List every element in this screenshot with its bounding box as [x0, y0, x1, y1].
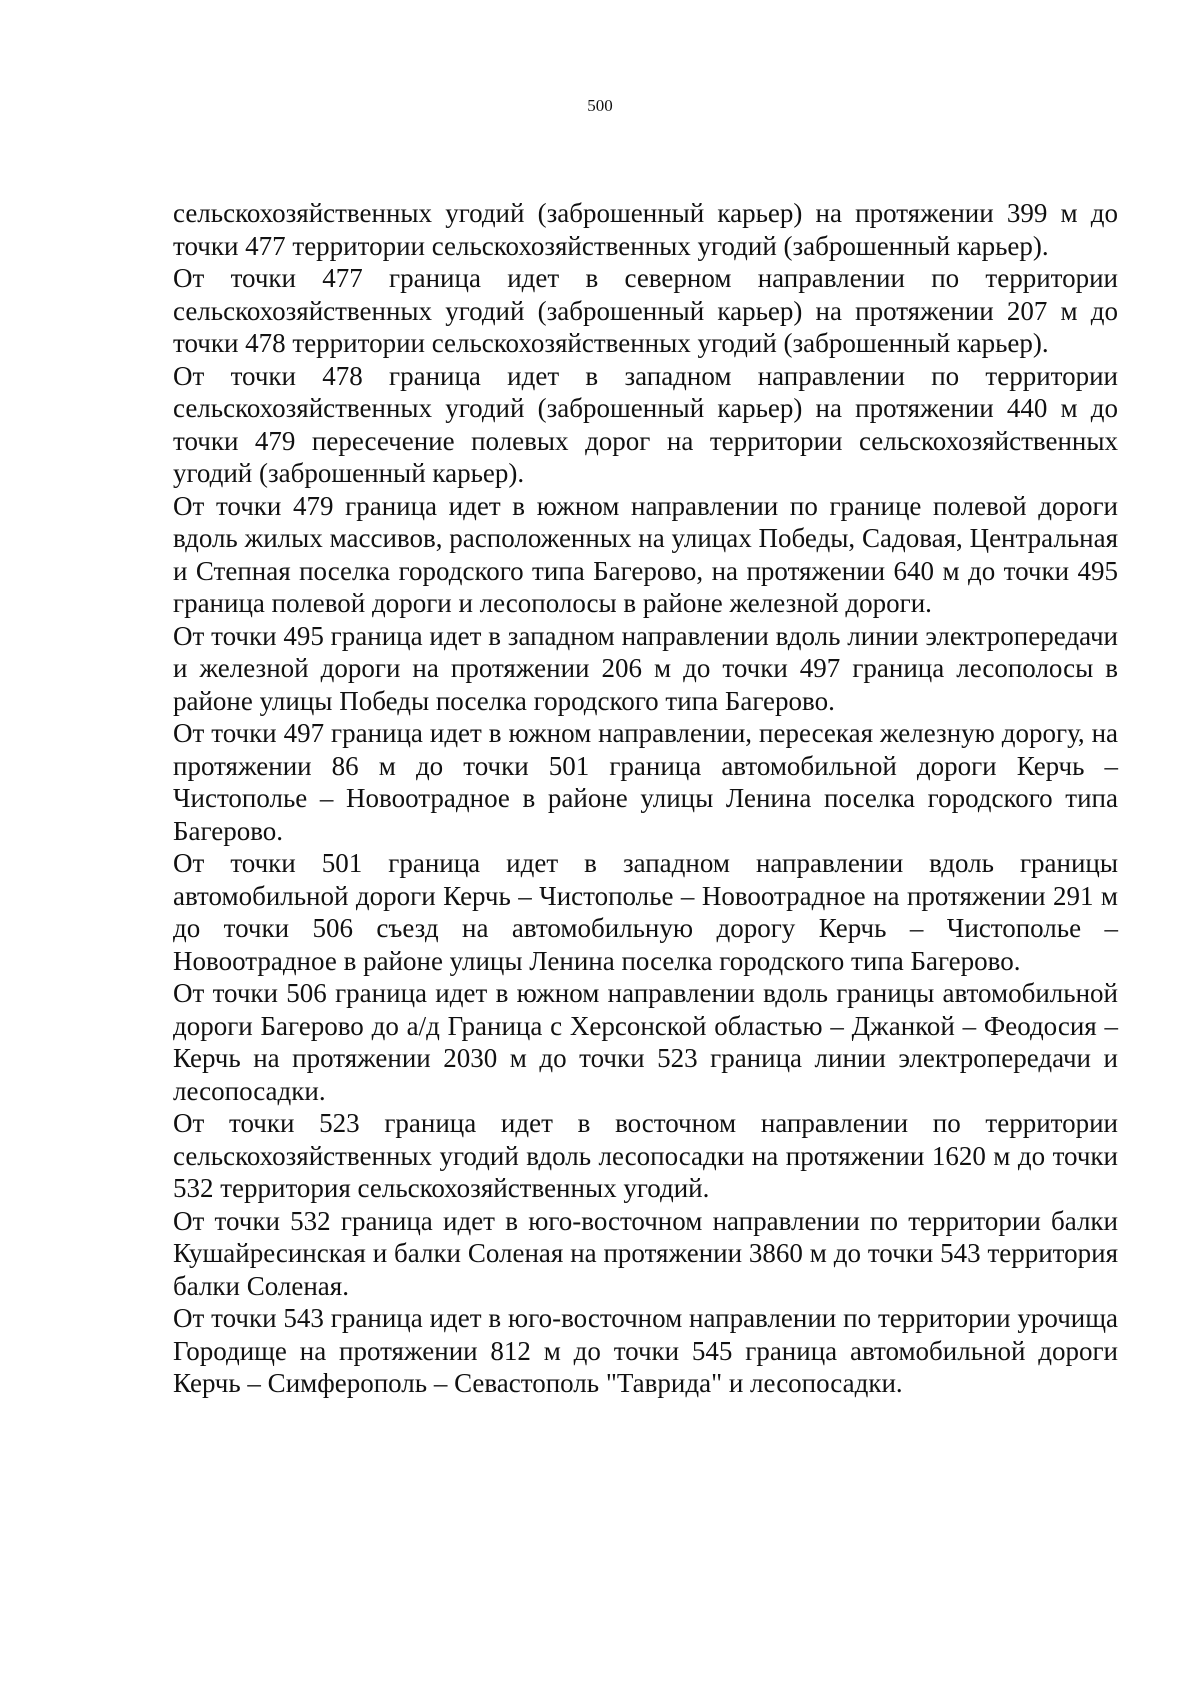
paragraph: От точки 532 граница идет в юго-восточном направлении по территории балки Кушайресинская и балки Соленая на протяжении 3860 м до точки 543 территория балки Соленая. — [173, 1205, 1118, 1301]
paragraph: От точки 477 граница идет в северном направлении по территории сельскохозяйственных угодий (заброшенный карьер) на протяжении 207 м до точки 478 территории сельскохозяйственных угодий (заброшенный карьер). — [173, 263, 1118, 358]
paragraph: сельскохозяйственных угодий (заброшенный карьер) на протяжении 399 м до точки 477 территории сельскохозяйственных угодий (заброшенный карьер). — [173, 198, 1118, 261]
page-number: 500 — [587, 96, 613, 115]
paragraph: От точки 495 граница идет в западном направлении вдоль линии электропередачи и железной дороги на протяжении 206 м до точки 497 граница лесополосы в районе улицы Победы поселка городского типа Багерово. — [173, 620, 1118, 716]
paragraph: От точки 506 граница идет в южном направлении вдоль границы автомобильной дороги Багерово до а/д Граница с Херсонской областью – Джанкой – Феодосия – Керчь на протяжении 2030 м до точки 523 граница линии электропередачи и лесопосадки. — [173, 978, 1118, 1106]
paragraph: От точки 523 граница идет в восточном направлении по территории сельскохозяйственных угодий вдоль лесопосадки на протяжении 1620 м до точки 532 территория сельскохозяйственных угодий. — [173, 1108, 1118, 1203]
document-body — [173, 197, 1118, 1400]
paragraph: От точки 478 граница идет в западном направлении по территории сельскохозяйственных угодий (заброшенный карьер) на протяжении 440 м до точки 479 пересечение полевых дорог на территории сельскохозяйственных угодий (заброшенный карьер). — [173, 360, 1118, 488]
paragraph: От точки 501 граница идет в западном направлении вдоль границы автомобильной дороги Керчь – Чистополье – Новоотрадное на протяжении 291 м до точки 506 съезд на автомобильную дорогу Керчь – Чистополье – Новоотрадное в районе улицы Ленина поселка городского типа Багерово. — [173, 848, 1118, 976]
paragraph: От точки 479 граница идет в южном направлении по границе полевой дороги вдоль жилых массивов, расположенных на улицах Победы, Садовая, Центральная и Степная поселка городского типа Багерово, на протяжении 640 м до точки 495 граница полевой дороги и лесополосы в районе железной дороги. — [173, 490, 1118, 618]
paragraph: От точки 543 граница идет в юго-восточном направлении по территории урочища Городище на протяжении 812 м до точки 545 граница автомобильной дороги Керчь – Симферополь – Севастополь "Таврида" и лесопосадки. — [173, 1303, 1118, 1398]
paragraph: От точки 497 граница идет в южном направлении, пересекая железную дорогу, на протяжении 86 м до точки 501 граница автомобильной дороги Керчь – Чистополье – Новоотрадное в районе улицы Ленина поселка городского типа Багерово. — [173, 718, 1118, 846]
